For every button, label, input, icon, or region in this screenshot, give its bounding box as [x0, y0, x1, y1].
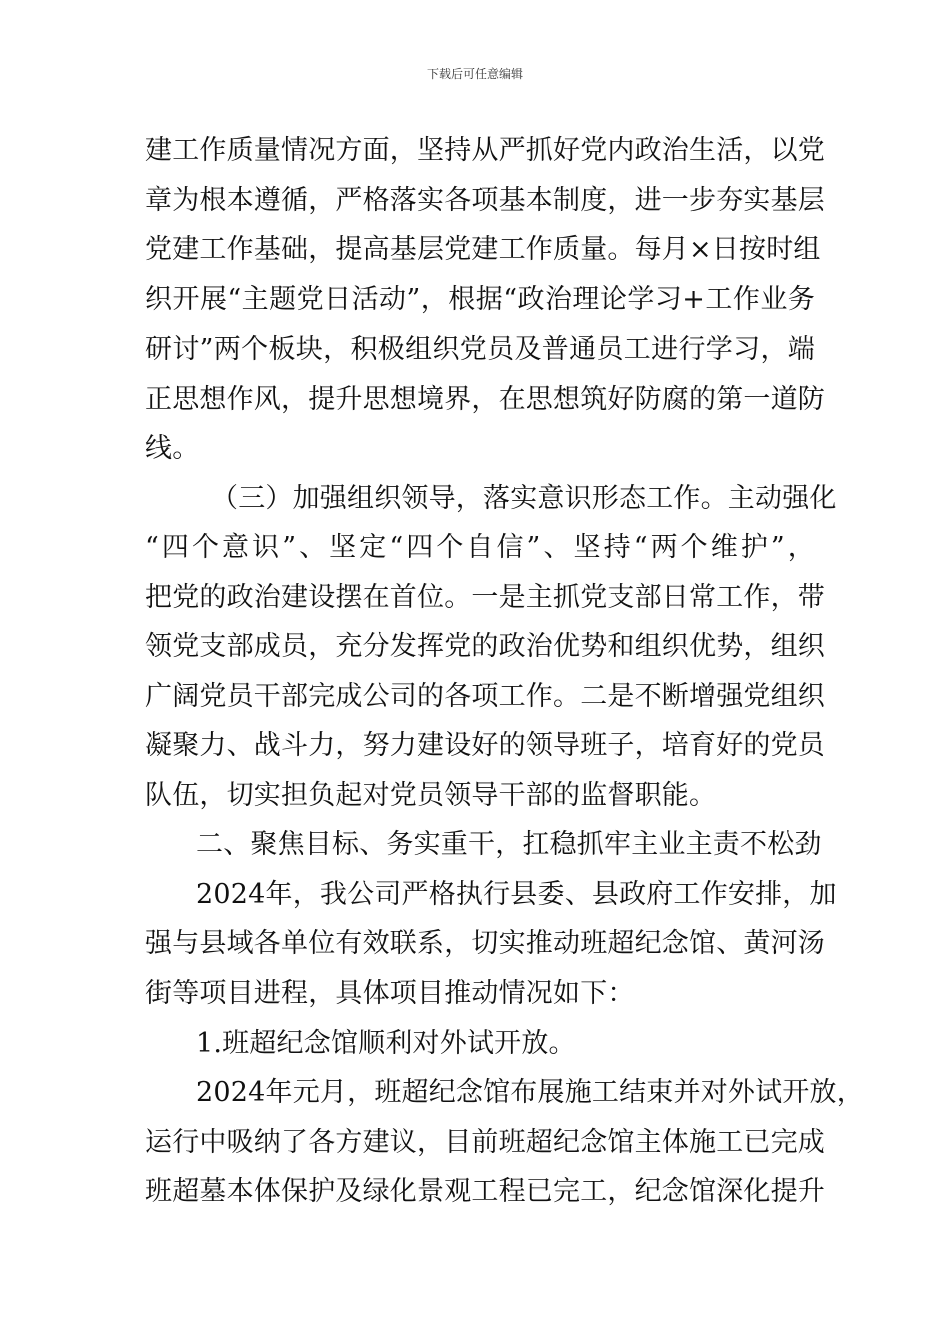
- body-line: 队伍，切实担负起对党员领导干部的监督职能。: [145, 780, 717, 811]
- body-line: 2024年，我公司严格执行县委、县政府工作安排，加: [196, 879, 837, 910]
- header-note: 下载后可任意编辑: [426, 67, 523, 81]
- body-line: 广阔党员干部完成公司的各项工作。二是不断增强党组织: [145, 681, 825, 712]
- body-line: 街等项目进程，具体项目推动情况如下：: [145, 978, 635, 1009]
- body-line: 建工作质量情况方面，坚持从严抓好党内政治生活，以党: [145, 135, 825, 166]
- body-line: “四个意识”、坚定“四个自信”、坚持“两个维护”，: [145, 532, 815, 563]
- body-line: 领党支部成员，充分发挥党的政治优势和组织优势，组织: [145, 631, 825, 662]
- body-line: 2024年元月，班超纪念馆布展施工结束并对外试开放，: [196, 1077, 864, 1108]
- body-line: 凝聚力、战斗力，努力建设好的领导班子，培育好的党员: [145, 730, 825, 761]
- body-line: 正思想作风，提升思想境界，在思想筑好防腐的第一道防: [145, 384, 825, 415]
- body-line: 线。: [145, 433, 200, 464]
- body-line: 织开展“主题党日活动”，根据“政治理论学习+工作业务: [145, 284, 815, 315]
- body-line: 班超墓本体保护及绿化景观工程已完工，纪念馆深化提升: [145, 1176, 825, 1207]
- section-heading-line: 二、聚焦目标、务实重干，扛稳抓牢主业主责不松劲: [196, 829, 822, 860]
- body-line: 党建工作基础，提高基层党建工作质量。每月×日按时组: [145, 234, 821, 265]
- body-line: 把党的政治建设摆在首位。一是主抓党支部日常工作，带: [145, 582, 825, 613]
- body-line: 章为根本遵循，严格落实各项基本制度，进一步夯实基层: [145, 185, 825, 216]
- body-line: 运行中吸纳了各方建议，目前班超纪念馆主体施工已完成: [145, 1127, 825, 1158]
- subheading-line: 1.班超纪念馆顺利对外试开放。: [196, 1028, 576, 1059]
- section-heading-line: （三）加强组织领导，落实意识形态工作。主动强化: [211, 483, 837, 514]
- body-line: 研讨”两个板块，积极组织党员及普通员工进行学习，端: [145, 334, 815, 365]
- body-line: 强与县域各单位有效联系，切实推动班超纪念馆、黄河汤: [145, 928, 825, 959]
